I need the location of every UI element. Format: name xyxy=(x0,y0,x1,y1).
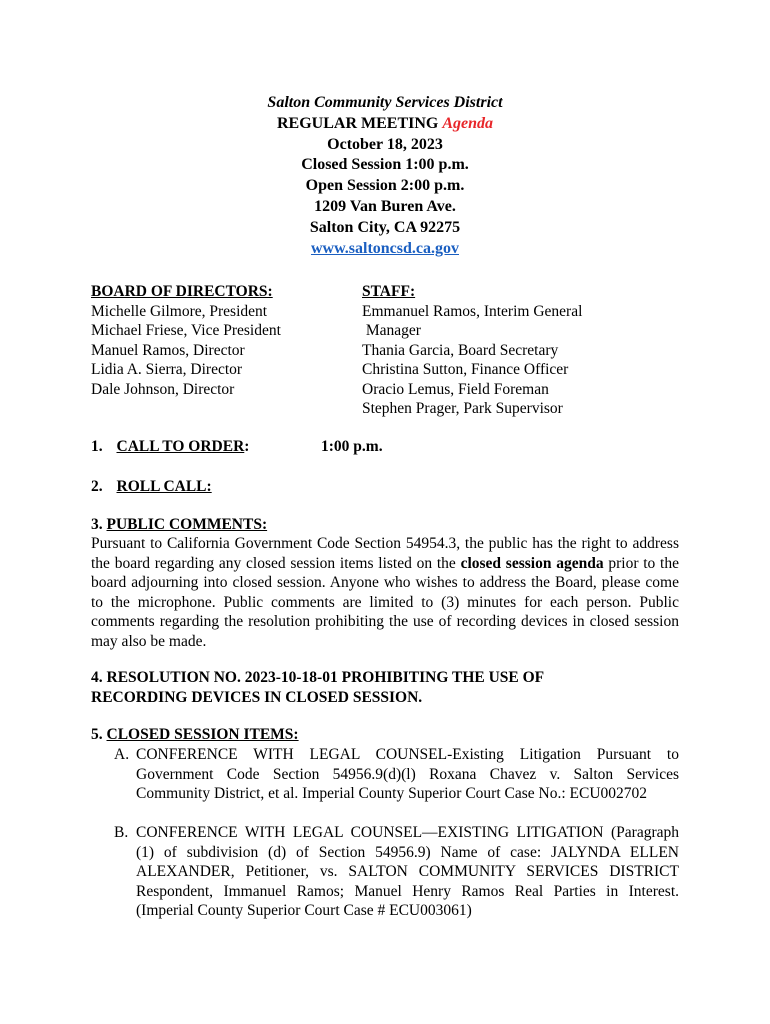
open-session-time: Open Session 2:00 p.m. xyxy=(305,177,465,195)
item-text: CONFERENCE WITH LEGAL COUNSEL-Existing Litigation Pursuant to Government Code Section 54956.9(d)(l) Roxana Chavez v. Salton Services Community District, et al. Imperial County Superior Court Case No.: ECU002702 xyxy=(136,746,679,802)
section-title: CLOSED SESSION ITEMS: xyxy=(106,726,299,743)
public-comments-part: Pursuant to California Government Code Section 54954.3, the public has the right to address the board regarding any closed session items listed on the xyxy=(91,535,679,572)
resolution-line: 4. RESOLUTION NO. 2023-10-18-01 PROHIBITING THE USE OF xyxy=(91,669,545,686)
closed-item-b xyxy=(114,823,679,921)
staff-member: Oracio Lemus, Field Foreman xyxy=(362,380,549,398)
resolution-line: RECORDING DEVICES IN CLOSED SESSION. xyxy=(91,688,423,706)
section-number: 5. xyxy=(91,726,107,743)
section-number: 3. xyxy=(91,516,107,533)
staff-member: Christina Sutton, Finance Officer xyxy=(362,361,569,378)
meeting-date: October 18, 2023 xyxy=(327,135,443,153)
closed-item-a xyxy=(114,745,679,804)
board-of-directors xyxy=(91,282,281,399)
closed-session-agenda-emphasis: closed session agenda xyxy=(460,554,604,572)
section-title: CALL TO ORDER xyxy=(116,438,245,455)
meeting-title xyxy=(0,114,770,135)
staff-member: Stephen Prager, Park Supervisor xyxy=(362,400,563,417)
board-member: Lidia A. Sierra, Director xyxy=(91,361,243,378)
section-title: ROLL CALL: xyxy=(116,478,212,495)
board-member: Dale Johnson, Director xyxy=(91,380,235,398)
staff-heading: STAFF: xyxy=(362,283,416,300)
meeting-type: REGULAR MEETING xyxy=(276,114,443,132)
address-city: Salton City, CA 92275 xyxy=(309,218,461,236)
public-comments-part: prior to the board adjourning into closed session. Anyone who wishes to address the Board, please come to the microphone. Public comments are limited to (3) minutes for each person. Public comments regarding the resolution prohibiting the use of recording devices in closed session may also be made. xyxy=(91,554,679,650)
section-colon: : xyxy=(244,438,250,455)
board-heading: BOARD OF DIRECTORS: xyxy=(91,283,273,300)
item-text: CONFERENCE WITH LEGAL COUNSEL—EXISTING LITIGATION (Paragraph (1) of subdivision (d) of Section 54956.9) Name of case: JALYNDA ELLEN ALEXANDER, Petitioner, vs. SALTON COMMUNITY SERVICES DISTRICT Respondent, Immanuel Ramos; Manuel Henry Ramos Real Parties in Interest. (Imperial County Superior Court Case # ECU003061) xyxy=(136,824,679,919)
section-public-comments xyxy=(91,515,267,535)
district-name: Salton Community Services District xyxy=(267,94,503,111)
section-call-to-order xyxy=(91,437,249,457)
call-to-order-time: 1:00 p.m. xyxy=(321,438,383,455)
website-link[interactable]: www.saltoncsd.ca.gov xyxy=(310,239,459,257)
staff-member: Manager xyxy=(362,322,421,339)
staff-member: Thania Garcia, Board Secretary xyxy=(362,341,559,359)
item-letter: B. xyxy=(114,824,129,841)
section-roll-call xyxy=(91,477,212,497)
agenda-header xyxy=(0,93,770,259)
staff-list xyxy=(362,282,582,419)
public-comments-text xyxy=(91,534,679,651)
board-member: Manuel Ramos, Director xyxy=(91,341,245,359)
staff-member: Emmanuel Ramos, Interim General xyxy=(362,302,583,320)
section-resolution xyxy=(91,668,679,707)
closed-session-time: Closed Session 1:00 p.m. xyxy=(301,156,469,174)
section-title: PUBLIC COMMENTS: xyxy=(106,516,268,533)
item-letter: A. xyxy=(114,746,130,763)
section-closed-session-items xyxy=(91,725,299,745)
section-number: 1. xyxy=(91,438,107,455)
board-member: Michelle Gilmore, President xyxy=(91,302,268,320)
agenda-word: Agenda xyxy=(442,114,494,132)
board-member: Michael Friese, Vice President xyxy=(91,322,281,339)
section-title-wrap xyxy=(117,438,250,455)
section-number: 2. xyxy=(91,478,107,495)
address-street: 1209 Van Buren Ave. xyxy=(314,197,456,215)
